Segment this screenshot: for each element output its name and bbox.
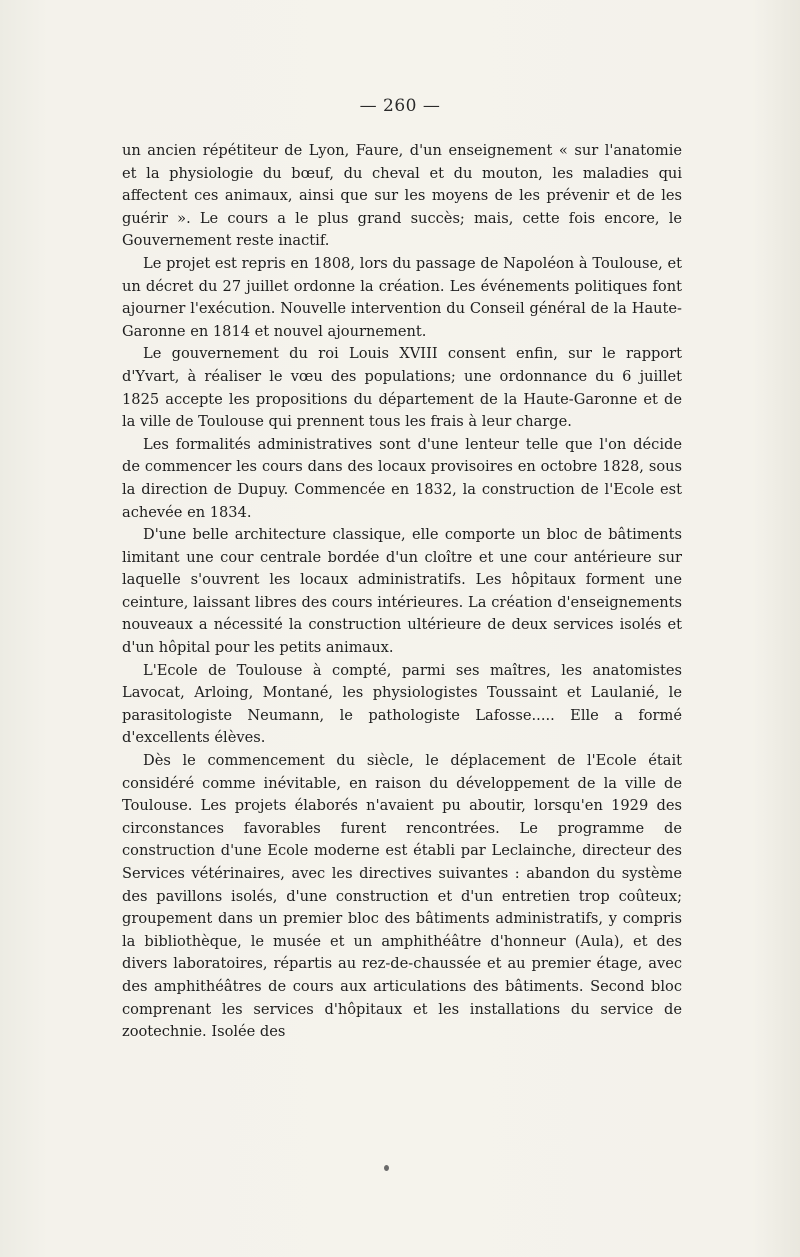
paragraph: L'Ecole de Toulouse à compté, parmi ses maîtres, les anatomistes Lavocat, Arloing, Montané, les physiologistes Toussaint et Laulanié, le parasitologiste Neumann, le pathologiste Lafosse..... Elle a formé d'excellents élèves.: [122, 661, 682, 747]
paragraph: Dès le commencement du siècle, le déplacement de l'Ecole était considéré comme inévitable, en raison du développement de la ville de Toulouse. Les projets élaborés n'avaient pu aboutir, lorsqu'en 1929 des circonstances favorables furent rencontrées. Le programme de construction d'une Ecole moderne est établi par Leclainche, directeur des Services vétérinaires, avec les directives suivantes : abandon du système des pavillons isolés, d'une construction et d'un entretien trop coûteux; groupement dans un premier bloc des bâtiments administratifs, y compris la bibliothèque, le musée et un amphithéâtre d'honneur (Aula), et des divers laboratoires, répartis au rez-de-chaussée et au premier étage, avec des amphithéâtres de cours aux articulations des bâtiments. Second bloc comprenant les services d'hôpitaux et les installations du service de zootechnie. Isolée des: [122, 752, 682, 1041]
page-number: — 260 —: [359, 96, 441, 116]
paragraph: un ancien répétiteur de Lyon, Faure, d'un enseignement « sur l'anatomie et la physiologie du bœuf, du cheval et du mouton, les maladies qui affectent ces animaux, ainsi que sur les moyens de les prévenir et de les guérir ». Le cours a le plus grand succès; mais, cette fois encore, le Gouvernement reste inactif.: [122, 142, 682, 250]
ink-speck: [384, 1165, 389, 1171]
paragraph: Le gouvernement du roi Louis XVIII consent enfin, sur le rapport d'Yvart, à réaliser le vœu des populations; une ordonnance du 6 juillet 1825 accepte les propositions du département de la Haute-Garonne et de la ville de Toulouse qui prennent tous les frais à leur charge.: [122, 345, 682, 431]
paragraph: Le projet est repris en 1808, lors du passage de Napoléon à Toulouse, et un décret du 27 juillet ordonne la création. Les événements politiques font ajourner l'exécution. Nouvelle intervention du Conseil général de la Haute-Garonne en 1814 et nouvel ajournement.: [122, 254, 682, 340]
paragraph: Les formalités administratives sont d'une lenteur telle que l'on décide de commencer les cours dans des locaux provisoires en octobre 1828, sous la direction de Dupuy. Commencée en 1832, la construction de l'Ecole est achevée en 1834.: [122, 435, 682, 521]
body-text: [122, 140, 682, 1044]
paragraph: D'une belle architecture classique, elle comporte un bloc de bâtiments limitant une cour centrale bordée d'un cloître et une cour antérieure sur laquelle s'ouvrent les locaux administratifs. Les hôpitaux forment une ceinture, laissant libres des cours intérieures. La création d'enseignements nouveaux a nécessité la construction ultérieure de deux services isolés et d'un hôpital pour les petits animaux.: [122, 526, 682, 657]
